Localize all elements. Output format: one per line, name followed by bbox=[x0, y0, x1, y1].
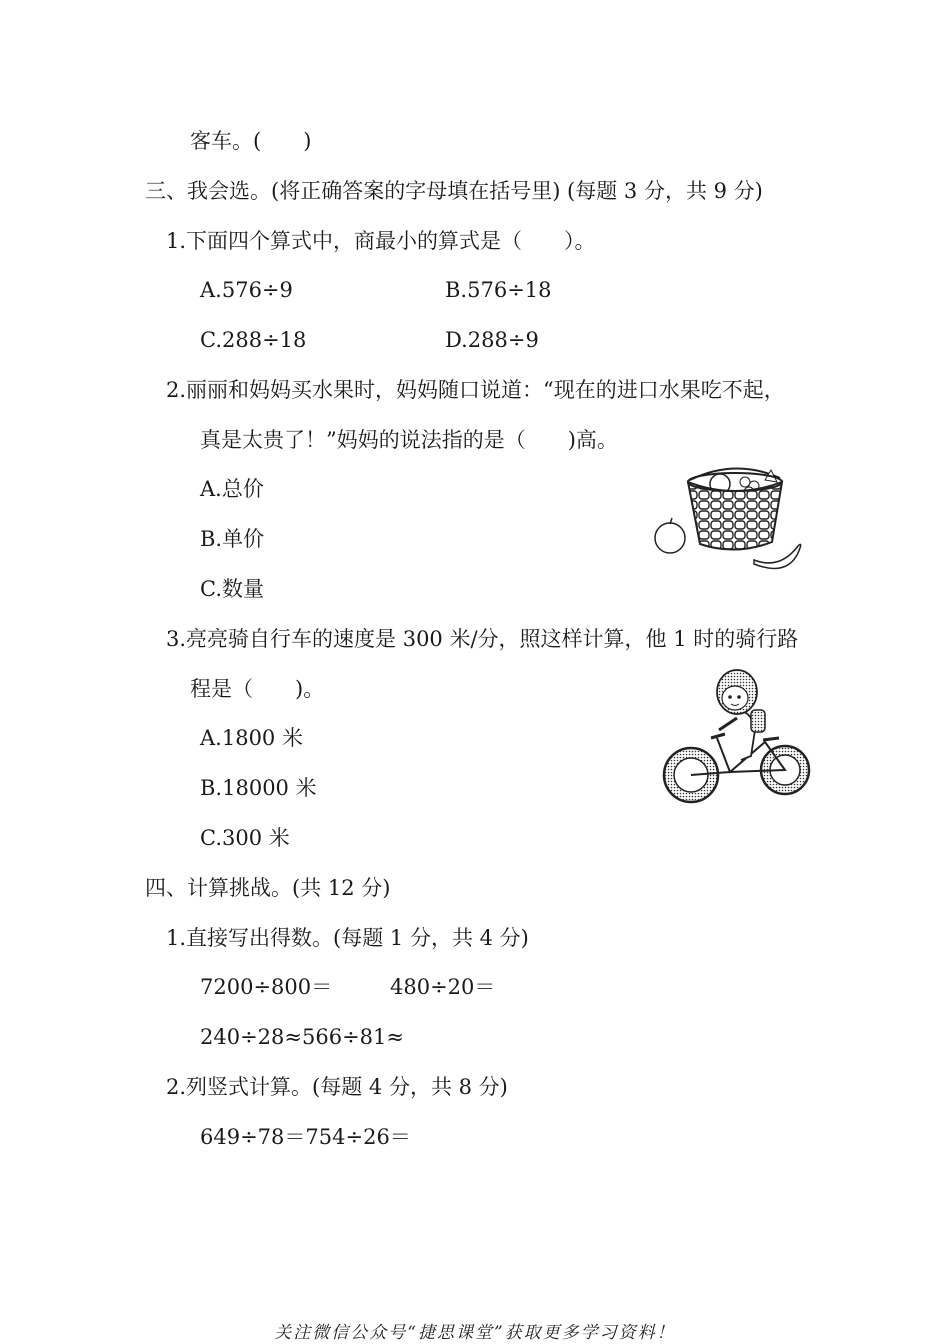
option-3-1-d: D.288÷9 bbox=[445, 328, 539, 352]
section-4-heading: 四、计算挑战。(共 12 分) bbox=[145, 876, 391, 900]
question-3-3-cont: 程是（ )。 bbox=[190, 677, 325, 701]
boy-on-bicycle-icon bbox=[655, 660, 815, 810]
option-3-2-b: B.单价 bbox=[200, 527, 265, 551]
section-3-heading: 三、我会选。(将正确答案的字母填在括号里) (每题 3 分，共 9 分) bbox=[145, 179, 763, 203]
question-3-2: 2.丽丽和妈妈买水果时，妈妈随口说道：“现在的进口水果吃不起， bbox=[166, 378, 785, 402]
option-3-3-c: C.300 米 bbox=[200, 826, 290, 850]
option-3-1-b: B.576÷18 bbox=[445, 278, 552, 302]
question-3-3: 3.亮亮骑自行车的速度是 300 米/分，照这样计算，他 1 时的骑行路 bbox=[166, 627, 799, 651]
question-4-2: 2.列竖式计算。(每题 4 分，共 8 分) bbox=[166, 1075, 508, 1099]
option-3-1-a: A.576÷9 bbox=[200, 278, 293, 302]
fruit-basket-icon bbox=[650, 460, 810, 580]
question-4-1: 1.直接写出得数。(每题 1 分，共 4 分) bbox=[166, 926, 529, 950]
calc-4-1-c: 240÷28≈566÷81≈ bbox=[200, 1025, 404, 1049]
calc-4-1-b: 480÷20＝ bbox=[390, 975, 496, 999]
option-3-2-c: C.数量 bbox=[200, 577, 264, 601]
calc-4-2-a: 649÷78＝754÷26＝ bbox=[200, 1125, 411, 1149]
option-3-3-a: A.1800 米 bbox=[200, 726, 303, 750]
calc-4-1-a: 7200÷800＝ bbox=[200, 975, 333, 999]
option-3-2-a: A.总价 bbox=[200, 477, 264, 501]
question-3-2-cont: 真是太贵了！”妈妈的说法指的是（ )高。 bbox=[200, 428, 618, 452]
option-3-1-c: C.288÷18 bbox=[200, 328, 307, 352]
question-3-1: 1.下面四个算式中，商最小的算式是（ ）。 bbox=[166, 229, 596, 253]
continued-question-text: 客车。( ) bbox=[190, 129, 312, 153]
option-3-3-b: B.18000 米 bbox=[200, 776, 317, 800]
footer-watermark: 关注微信公众号“捷思课堂”获取更多学习资料！ bbox=[274, 1323, 676, 1343]
